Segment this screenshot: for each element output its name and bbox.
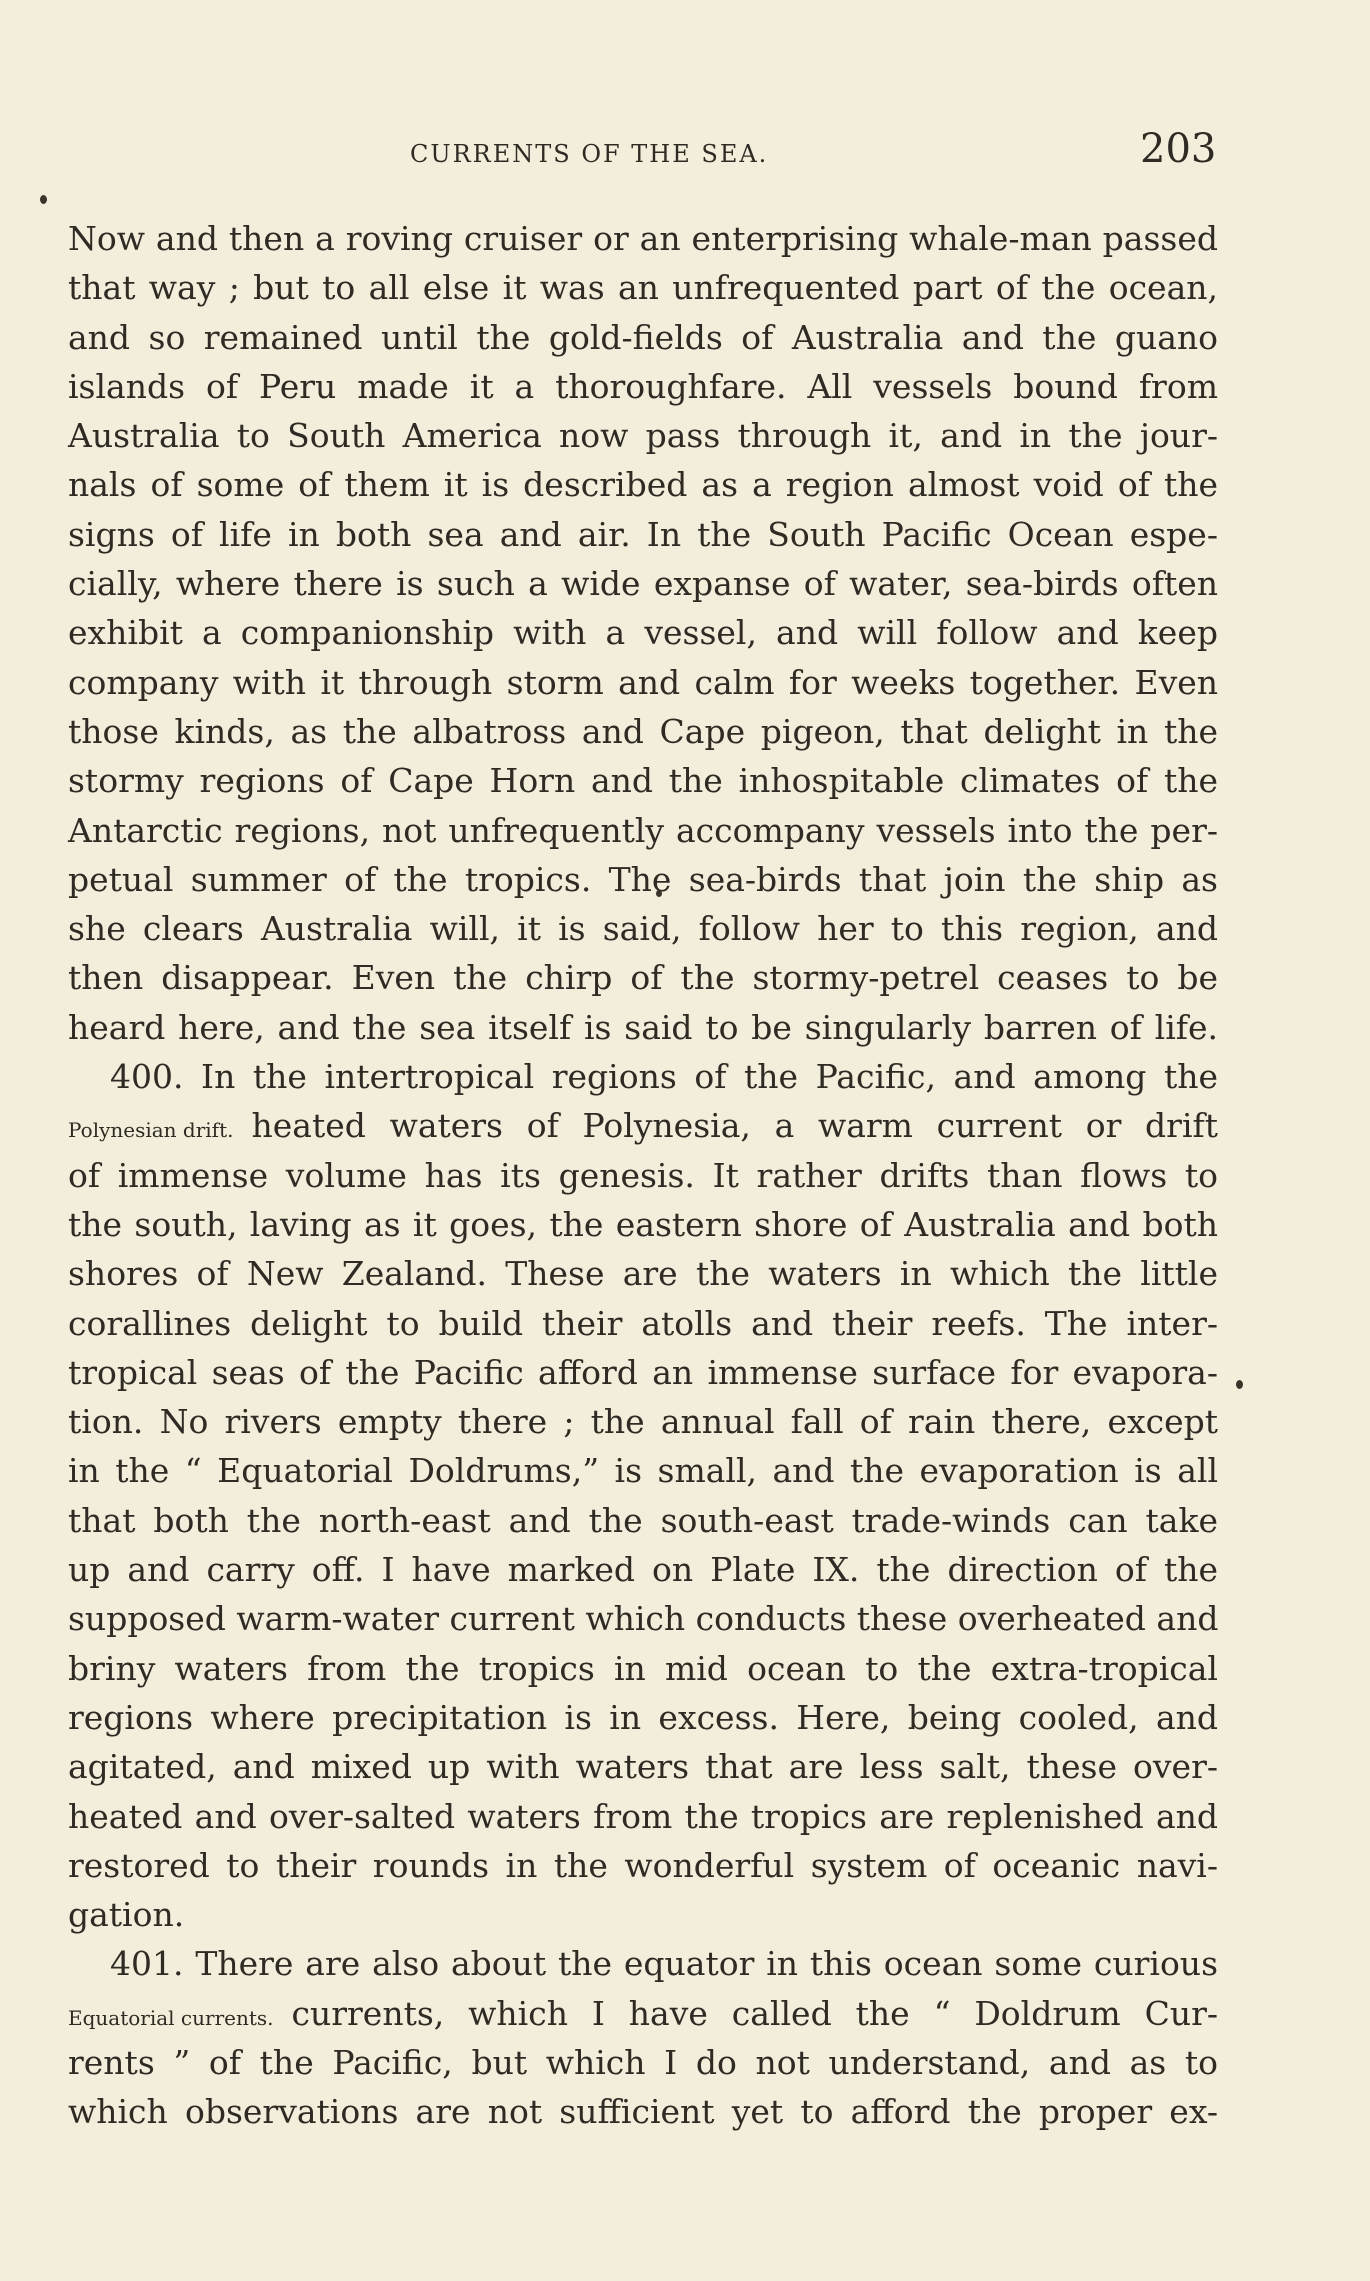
text-line: in the “ Equatorial Doldrums,” is small, and the evaporation is all xyxy=(68,1451,1218,1491)
text-line: company with it through storm and calm for weeks together. Even xyxy=(68,662,1218,702)
text-line: tropical seas of the Pacific afford an immense surface for evapora- xyxy=(68,1352,1218,1392)
text-line: islands of Peru made it a thoroughfare. All vessels bound from xyxy=(68,366,1218,406)
text-line: stormy regions of Cape Horn and the inhospitable climates of the xyxy=(68,761,1218,801)
text-line: those kinds, as the albatross and Cape pigeon, that delight in the xyxy=(68,711,1218,751)
page-header xyxy=(0,124,1370,184)
text-line-with-side-note xyxy=(68,1989,1218,2038)
text-line: agitated, and mixed up with waters that are less salt, these over- xyxy=(68,1747,1218,1787)
text-line: of immense volume has its genesis. It rather drifts than flows to xyxy=(68,1155,1218,1195)
paragraph-401-start: 401. There are also about the equator in this ocean some curious xyxy=(110,1944,1218,1984)
text-line: she clears Australia will, it is said, follow her to this region, and xyxy=(68,909,1218,949)
text-line: Now and then a roving cruiser or an enterprising whale-man passed xyxy=(68,219,1218,258)
text-line: then disappear. Even the chirp of the stormy-petrel ceases to be xyxy=(68,958,1218,998)
text-line: that both the north-east and the south-east trade-winds can take xyxy=(68,1500,1218,1540)
side-note-polynesian-drift: Polynesian drift. xyxy=(68,1118,234,1143)
text-line-with-side-note xyxy=(68,1101,1218,1150)
text-line: currents, which I have called the “ Doldrum Cur- xyxy=(291,1993,1218,2033)
text-line: supposed warm-water current which conducts these overheated and xyxy=(68,1599,1219,1639)
text-line: corallines delight to build their atolls and their reefs. The inter- xyxy=(68,1303,1218,1343)
running-title: CURRENTS OF THE SEA. xyxy=(410,140,769,168)
text-line: signs of life in both sea and air. In the South Pacific Ocean espe- xyxy=(68,514,1218,554)
text-line: nals of some of them it is described as a region almost void of the xyxy=(68,465,1218,505)
body-text xyxy=(68,214,1218,2137)
text-line: gation. xyxy=(68,1895,185,1935)
text-line: heated waters of Polynesia, a warm current or drift xyxy=(251,1106,1218,1146)
text-line: Antarctic regions, not unfrequently accompany vessels into the per- xyxy=(68,810,1218,850)
text-line: exhibit a companionship with a vessel, and will follow and keep xyxy=(68,613,1218,653)
text-line: shores of New Zealand. These are the waters in which the little xyxy=(68,1254,1218,1294)
text-line: cially, where there is such a wide expanse of water, sea-birds often xyxy=(68,564,1218,604)
text-line: Australia to South America now pass through it, and in the jour- xyxy=(68,416,1218,456)
text-line: which observations are not sufficient yet to afford the proper ex- xyxy=(68,2092,1218,2132)
text-line: up and carry off. I have marked on Plate IX. the direction of the xyxy=(68,1550,1218,1590)
text-line: tion. No rivers empty there ; the annual fall of rain there, except xyxy=(68,1402,1218,1442)
text-line: and so remained until the gold-fields of Australia and the guano xyxy=(68,317,1218,357)
text-line: restored to their rounds in the wonderful system of oceanic navi- xyxy=(68,1845,1218,1885)
text-line: rents ” of the Pacific, but which I do not understand, and as to xyxy=(68,2042,1218,2082)
side-note-equatorial-currents: Equatorial currents. xyxy=(68,2005,274,2030)
text-line: briny waters from the tropics in mid ocean to the extra-tropical xyxy=(68,1648,1218,1688)
text-line: heard here, and the sea itself is said to be singularly barren of life. xyxy=(68,1007,1218,1047)
text-line: heated and over-salted waters from the tropics are replenished and xyxy=(68,1796,1218,1836)
text-line: petual summer of the tropics. The sea-birds that join the ship as xyxy=(68,859,1218,899)
ink-speck xyxy=(1236,1380,1243,1389)
paragraph-400-start: 400. In the intertropical regions of the Pacific, and among the xyxy=(110,1057,1218,1097)
text-line: regions where precipitation is in excess. Here, being cooled, and xyxy=(68,1697,1218,1737)
ink-speck xyxy=(40,195,47,204)
text-line: the south, laving as it goes, the eastern shore of Australia and both xyxy=(68,1204,1218,1244)
text-line: that way ; but to all else it was an unfrequented part of the ocean, xyxy=(68,268,1218,308)
page-number: 203 xyxy=(1140,126,1217,172)
